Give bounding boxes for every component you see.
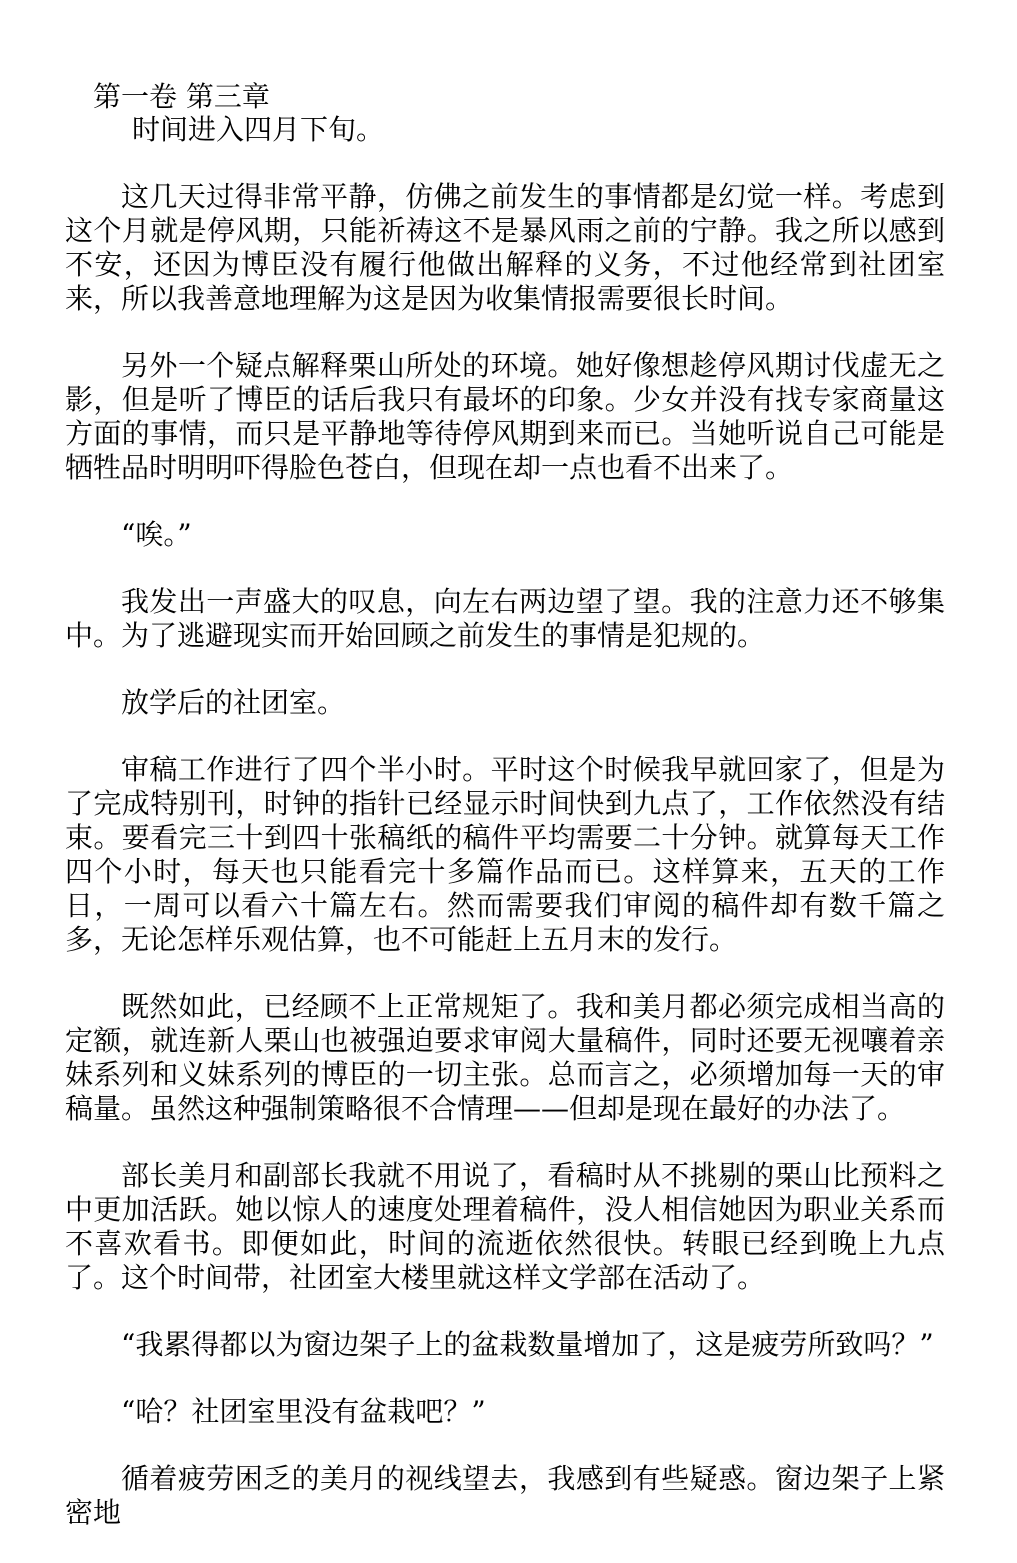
chapter-title: 第一卷 第三章 [93,80,270,113]
paragraph: 既然如此，已经顾不上正常规矩了。我和美月都必须完成相当高的定额，就连新人栗山也被强迫要求审阅大量稿件，同时还要无视嚷着亲妹系列和义妹系列的博臣的一切主张。总而言之，必须增加每一天的审稿量。虽然这种强制策略很不合情理——但却是现在最好的办法了。 [65,990,945,1125]
dialogue-paragraph: “我累得都以为窗边架子上的盆栽数量增加了，这是疲劳所致吗？” [121,1328,934,1361]
paragraph: 另外一个疑点解释栗山所处的环境。她好像想趁停风期讨伐虚无之影，但是听了博臣的话后我只有最坏的印象。少女并没有找专家商量这方面的事情，而只是平静地等待停风期到来而已。当她听说自己可能是牺牲品时明明吓得脸色苍白，但现在却一点也看不出来了。 [65,349,945,484]
paragraph: 时间进入四月下旬。 [132,113,385,146]
paragraph: 这几天过得非常平静，仿佛之前发生的事情都是幻觉一样。考虑到这个月就是停风期，只能祈祷这不是暴风雨之前的宁静。我之所以感到不安，还因为博臣没有履行他做出解释的义务，不过他经常到社团室来，所以我善意地理解为这是因为收集情报需要很长时间。 [65,180,945,315]
dialogue-paragraph: “唉。” [121,518,192,551]
dialogue-paragraph: “哈？社团室里没有盆栽吧？” [121,1395,486,1428]
paragraph: 我发出一声盛大的叹息，向左右两边望了望。我的注意力还不够集中。为了逃避现实而开始回顾之前发生的事情是犯规的。 [65,585,945,652]
paragraph: 循着疲劳困乏的美月的视线望去，我感到有些疑惑。窗边架子上紧密地 [65,1462,945,1529]
paragraph: 放学后的社团室。 [121,686,346,719]
chapter-body [65,113,945,1563]
paragraph: 审稿工作进行了四个半小时。平时这个时候我早就回家了，但是为了完成特别刊，时钟的指针已经显示时间快到九点了，工作依然没有结束。要看完三十到四十张稿纸的稿件平均需要二十分钟。就算每天工作四个小时，每天也只能看完十多篇作品而已。这样算来，五天的工作日，一周可以看六十篇左右。然而需要我们审阅的稿件却有数千篇之多，无论怎样乐观估算，也不可能赶上五月末的发行。 [65,753,945,956]
paragraph: 部长美月和副部长我就不用说了，看稿时从不挑剔的栗山比预料之中更加活跃。她以惊人的速度处理着稿件，没人相信她因为职业关系而不喜欢看书。即便如此，时间的流逝依然很快。转眼已经到晚上九点了。这个时间带，社团室大楼里就这样文学部在活动了。 [65,1159,945,1294]
